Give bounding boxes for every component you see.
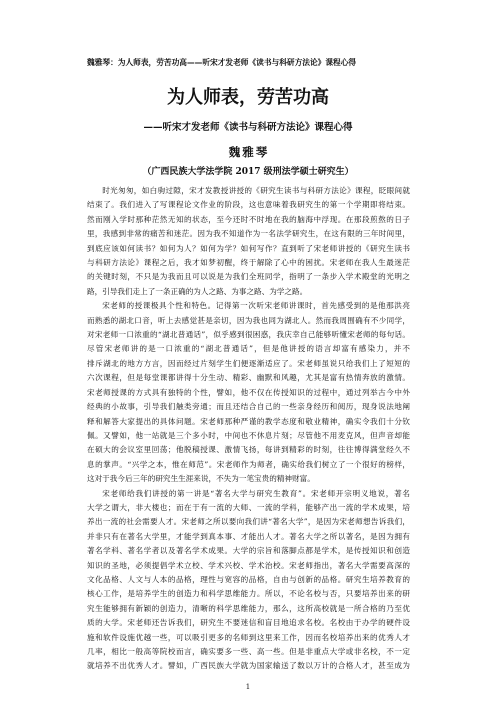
author-affiliation: （广西民族大学法学院 2017 级刑法学硕士研究生） (142, 167, 354, 177)
body-text-line: 路，引导我们走上了一条正确的为人之路、为事之路、为学之路。 (87, 286, 308, 296)
body-text-line: 时光匆匆，如白驹过隙，宋才发教授讲授的《研究生读书与科研方法论》课程，眨眼间就 (102, 186, 410, 195)
body-text-line: 宋老师授课的方式具有独特的个性，譬如，他不仅在传授知识的过程中，通过列举古今中外 (87, 387, 410, 397)
body-text-line: 文化品格、人文与人本的品格，理性与宽容的品格，自由与创新的品格。研究生培养教育的 (87, 574, 410, 584)
page-number: 1 (245, 683, 251, 691)
body-text-line: 著名学科、著名学者以及著名学术成果。大学的宗旨和落脚点都是学术，是传授知识和创造 (87, 546, 410, 556)
article-subtitle: ——听宋才发老师《读书与科研方法论》课程心得 (143, 122, 353, 133)
body-text-line: 结束了。我们进入了写课程论文作业的阶段，这也意味着我研究生的第一个学期即将结束。 (87, 200, 410, 210)
paragraph (87, 299, 410, 486)
body-text-line: 究生能够拥有新颖的创造力，清晰的科学思维能力，那么，这所高校就是一所合格的乃至优 (87, 603, 410, 613)
body-text-line: 六次课程，但是每堂课都讲得十分生动、精彩、幽默和风趣，尤其是富有热情奔放的激情。 (87, 373, 410, 383)
body-text-line: 释和解答大家提出的具体问题。宋老师那种严谨的教学态度和敬业精神，确实令我们十分钦 (87, 416, 410, 426)
body-text-line: 佩。又譬如，他一站就是三个多小时，中间也不休息片刻；尽管他不用麦克风，但声音却能 (87, 430, 410, 440)
author-name: 魏雅琴 (228, 145, 270, 159)
body-text-line: 息的掌声。“兴学之本，惟在师范”。宋老师作为师者，确实给我们树立了一个很好的榜样， (87, 459, 410, 469)
body-text-line: 知识的圣地，必须提倡学术立校、学术兴校、学术治校。宋老师指出，著名大学需要高深的 (87, 560, 410, 570)
body-text-line: 质的大学。宋老师还告诉我们，研究生不要迷信和盲目地追求名校。名校由于办学的硬件设 (87, 618, 410, 628)
article-title: 为人师表，劳苦功高 (167, 87, 329, 108)
article-body (87, 184, 410, 674)
body-text-line: 宋老师给我们讲授的第一讲是“著名大学与研究生教育”。宋老师开宗明义地说，著名 (102, 488, 410, 498)
body-text-line: 在硕大的会议室里回荡；他脱稿授课、激情飞扬，每讲到精彩的时刻，往往博得满堂经久不 (87, 445, 410, 455)
body-text-line: 经典的小故事，引导我们触类旁通；而且还结合自己的一些亲身经历和阅历，现身说法地阐 (87, 402, 410, 412)
body-text-line: 这对于我今后三年的研究生生涯来说，不失为一笔宝贵的精神财富。 (87, 474, 315, 484)
body-text-line: 到底应该如何读书？如何为人？如何为学？如何写作？直到听了宋老师讲授的《研究生读书 (87, 243, 410, 253)
body-text-line: 施和软件设施优越一些，可以吸引更多的名师到这里来工作，因而名校培养出来的优秀人才 (87, 632, 410, 642)
body-text-line: 然而刚入学时那种茫然无知的状态，至今还时不时地在我的脑海中浮现。在那段煎熬的日子 (87, 214, 410, 224)
body-text-line: 对宋老师一口浓重的“湖北普通话”，似乎感到很困惑，我庆幸自己能够听懂宋老师的每句话。 (87, 330, 410, 340)
body-text-line: 里，我感到非常的痛苦和迷茫。因为我不知道作为一名法学研究生，在这有限的三年时间里， (87, 229, 410, 239)
body-text-line: 宋老师的授课极具个性和特色。记得第一次听宋老师讲课时，首先感受到的是他那洪亮 (102, 301, 410, 311)
body-text-line: 就培养不出优秀人才。譬如，广西民族大学就为国家输送了数以万计的合格人才，甚至成为 (87, 661, 410, 671)
body-text-line: 几率，相比一般高等院校而言，确实要多一些、高一些。但是非重点大学或非名校，不一定 (87, 647, 410, 656)
body-text-line: 并非只有在著名大学里，才能学到真本事、才能出人才。著名大学之所以著名，是因为拥有 (87, 531, 410, 541)
body-text-line: 核心工作，是培养学生的创造力和科学思维能力。所以，不论名校与否，只要培养出来的研 (87, 589, 410, 599)
body-text-line: 养出一流的社会需要人才。宋老师之所以要向我们讲“著名大学”，是因为宋老师想告诉我们， (87, 517, 410, 527)
body-text-line: 大学之谓大，非大楼也；而在于有一流的大师、一流的学科，能够产出一流的学术成果，培 (87, 502, 410, 512)
paragraph (87, 184, 410, 299)
paragraph (87, 487, 410, 674)
body-text-line: 与科研方法论》课程之后，我才如梦初醒，终于解除了心中的困扰。宋老师在我人生最迷茫 (87, 258, 410, 268)
running-header: 魏雅琴：为人师表，劳苦功高——听宋才发老师《读书与科研方法论》课程心得 (87, 58, 357, 67)
body-text-line: 而熟悉的湖北口音，听上去感觉甚是亲切，因为我也同为湖北人。然而我周围确有不少同学， (87, 315, 410, 325)
body-text-line: 的关键时刻，不只是为我而且可以说是为我们全班同学，指明了一条步入学术殿堂的光明之 (87, 272, 410, 282)
body-text-line: 排斥湖北的地方方言，因而经过片刻学生们便逐渐适应了。宋老师虽说只给我们上了短短的 (87, 358, 410, 368)
body-text-line: 尽管宋老师讲的是一口浓重的“湖北普通话”，但是他讲授的语言却富有感染力，并不 (87, 344, 410, 354)
